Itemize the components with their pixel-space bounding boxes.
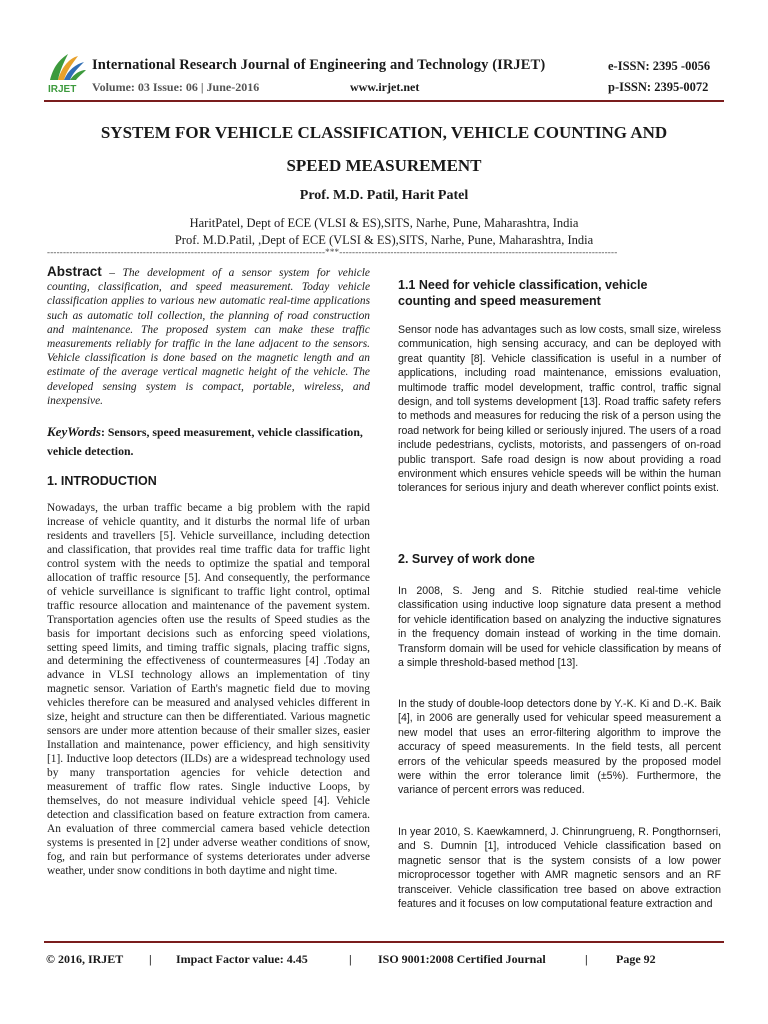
section-2-paragraph-1: In 2008, S. Jeng and S. Ritchie studied real-time vehicle classification using inductive loop signature data present a method for vehicle identification based on analyzing the inductive signatures in the frequency domain instead of working in the time domain. Transform domain will be used for vehicle classification by means of a simple threshold-based method [13]. — [398, 585, 721, 670]
keywords-text: : Sensors, speed measurement, vehicle classification, vehicle detection. — [47, 425, 363, 458]
p-issn: p-ISSN: 2395-0072 — [608, 80, 709, 94]
paper-title-line2: SPEED MEASUREMENT — [286, 156, 482, 175]
journal-website: www.irjet.net — [350, 80, 420, 94]
footer-iso: ISO 9001:2008 Certified Journal — [378, 952, 546, 966]
section-1-1-text: Sensor node has advantages such as low costs, small size, wireless communication, high sensing accuracy, and can be deployed with great quantity [8]. Vehicle classification is useful in a number of applications, including road maintenance, emissions evaluation, multimode traffic model development, traffic control, traffic signal design, and toll systems development [13]. Road traffic safety refers to methods and measures for reducing the risk of a person using the road network for being killed or seriously injured. The users of a road include pedestrians, cyclists, motorists, and passengers of on-road public transport. Safe road design is now about providing a road environment which ensures vehicle speeds will be within the human tolerances for serious injury and death wherever conflict points exist. — [398, 324, 721, 495]
volume-issue: Volume: 03 Issue: 06 | June-2016 — [92, 80, 260, 94]
journal-name: International Research Journal of Engineering and Technology (IRJET) — [92, 57, 546, 73]
section-1-1-heading-line2: counting and speed measurement — [398, 294, 601, 308]
footer-separator: | — [349, 952, 352, 966]
footer-copyright: © 2016, IRJET — [46, 952, 124, 966]
abstract-text: The development of a sensor system for vehicle counting, classification, and speed measurement. Today vehicle classification applies to various new automatic real-time applications such as automatic toll collection, the planning of road construction and maintenance. The proposed system can make these traffic measurements reliably for traffic in the lane adjacent to the sensors. Vehicle classification is done based on the magnetic length and an estimate of the average vertical magnetic height of the vehicle. The developed sensing system is compact, portable, wireless, and inexpensive. — [47, 267, 370, 407]
paper-authors: Prof. M.D. Patil, Harit Patel — [299, 188, 469, 203]
abstract-label: Abstract — [47, 264, 102, 279]
footer-separator: | — [585, 952, 588, 966]
footer-rule — [44, 941, 724, 943]
affiliation-2: Prof. M.D.Patil, ,Dept of ECE (VLSI & ES),SITS, Narhe, Pune, Maharashtra, India — [174, 233, 594, 247]
footer-separator: | — [149, 952, 152, 966]
affiliation-1: HaritPatel, Dept of ECE (VLSI & ES),SITS, Narhe, Pune, Maharashtra, India — [189, 216, 579, 230]
introduction-text: Nowadays, the urban traffic became a big problem with the rapid increase of vehicle quantity, and it disturbs the normal life of urban residents and travellers [5]. Vehicle surveillance, including detection and classification, that provides real time traffic data for traffic light control system with the needs to optimize the spatial and temporal allocation of traffic resource [5]. And consequently, the performance of vehicle surveillance is significant to traffic light control, optimal traffic resource allocation and maintenance of the pavement system. Transportation agencies often use the results of Speed studies as the basis for important decisions such as enforcing speed violations, setting speed limits, and timing traffic signals, placing traffic signs, and determining the effectiveness of countermeasures [4] .Today an advance in VLSI technology allows an implementation of tiny magnetic sensor. Variation of Earth's magnetic field due to moving vehicles therefore can be measured and analysed vehicles different in size, height and structure can then be differentiated. Various magnetic sensors are under more attention because of their smaller sizes, easier Installation and maintenance, power efficiency, and high sensitivity [1]. Inductive loop detectors (ILDs) are a widespread technology used by many transportation agencies for vehicle detection and measurement of traffic flow rates. Single inductive Loops, by themselves, do not measure individual vehicle speed [4]. Vehicle detection and classification based on feature extraction from camera. An evaluation of three commercial camera based vehicle detection systems is presented in [2] under adverse weather conditions of snow, fog, and rain but performance of systems deteriorates under adverse weather, under snow conditions in both daytime and night time. — [47, 502, 370, 877]
section-separator: ---------------------------------------------------------------------------------------***--------------------------------------------------------------------------------------- — [47, 247, 618, 257]
abstract — [47, 265, 370, 408]
irjet-logo — [44, 50, 90, 96]
introduction-heading: 1. INTRODUCTION — [47, 474, 157, 488]
page-footer — [46, 952, 656, 967]
paper-title-line1: SYSTEM FOR VEHICLE CLASSIFICATION, VEHICLE COUNTING AND — [100, 123, 668, 142]
irjet-logo-icon — [44, 50, 90, 96]
e-issn: e-ISSN: 2395 -0056 — [608, 59, 711, 73]
footer-impact-factor: Impact Factor value: 4.45 — [176, 952, 308, 966]
section-2-paragraph-3: In year 2010, S. Kaewkamnerd, J. Chinrungrueng, R. Pongthornseri, and S. Dumnin [1], introduced Vehicle classification based on magnetic sensor that is the system consists of a low power microprocessor together with AMR magnetic sensors and an RF transceiver. Vehicle classification tree based on above extraction features and it focuses on low computational feature extraction and — [398, 826, 721, 911]
abstract-dash: – — [101, 267, 123, 279]
header-rule — [44, 100, 724, 102]
footer-page-number: Page 92 — [616, 952, 656, 966]
section-2-paragraph-2: In the study of double-loop detectors done by Y.-K. Ki and D.-K. Baik [4], in 2006 are generally used for vehicular speed measurement a new model that uses an error-filtering algorithm to improve the accuracy of speed measurements. In the field tests, all percent errors of the vehicular speeds measured by the proposed model were within the error tolerance limit (±5%). Furthermore, the variance of percent errors was reduced. — [398, 698, 721, 797]
section-2-heading: 2. Survey of work done — [398, 552, 535, 566]
svg-text:IRJET: IRJET — [48, 84, 77, 95]
section-1-1-heading-line1: 1.1 Need for vehicle classification, vehicle — [398, 278, 648, 292]
keywords-label: KeyWords — [47, 424, 101, 439]
keywords — [47, 423, 370, 461]
